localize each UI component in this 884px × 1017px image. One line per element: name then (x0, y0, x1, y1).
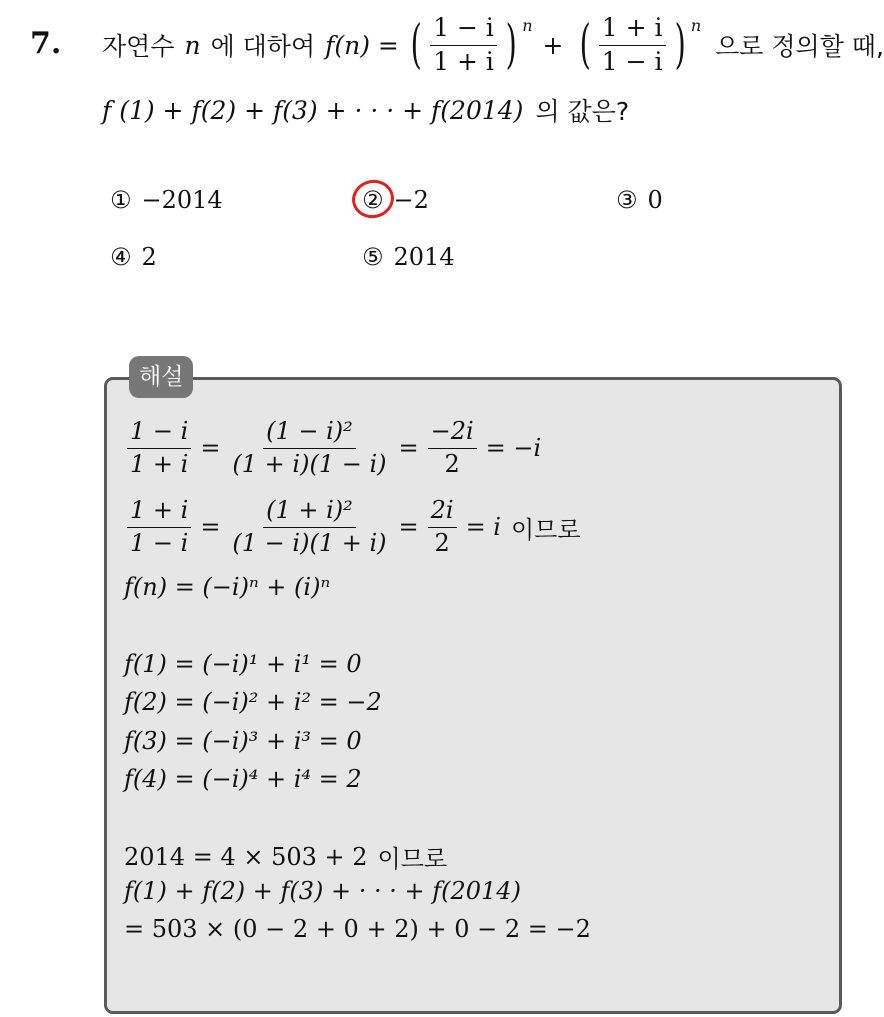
question-intro-2: 에 대하여 (210, 32, 316, 62)
question-ask: 의 값은? (535, 97, 630, 126)
choice-4-value: 2 (141, 243, 157, 271)
solution-final-line: = 503 × (0 − 2 + 0 + 2) + 0 − 2 = −2 (124, 915, 591, 943)
choice-3[interactable] (616, 186, 663, 214)
choice-1-value: −2014 (141, 186, 223, 214)
solution-value-1: f(1) = (−i)¹ + i¹ = 0 (124, 650, 362, 678)
choice-5-value: 2014 (393, 243, 455, 271)
eq1-frac-b-den: (1 + i)(1 − i) (232, 449, 387, 478)
right-paren: ) (505, 15, 517, 76)
solution-eq-1 (124, 418, 541, 478)
question-line-2 (102, 92, 629, 128)
equals-sign: = (398, 513, 419, 542)
decomp-math: 2014 = 4 × 503 + 2 (124, 842, 368, 871)
eq1-frac-a-den: 1 + i (130, 449, 189, 478)
fraction-1 (430, 14, 497, 77)
solution-decomp (124, 839, 447, 874)
solution-fn-line: f(n) = (−i)ⁿ + (i)ⁿ (124, 573, 331, 601)
eq2-frac-c-den: 2 (434, 528, 450, 557)
exponent-n: n (522, 16, 533, 35)
question-number: 7. (30, 26, 62, 61)
selected-answer-circle (349, 176, 398, 222)
solution-tag: 해설 (129, 356, 193, 398)
function-lhs: f(n) = (325, 30, 399, 60)
eq2-frac-a-num: 1 + i (127, 497, 191, 528)
solution-value-3: f(3) = (−i)³ + i³ = 0 (124, 727, 362, 755)
solution-value-2: f(2) = (−i)² + i² = −2 (124, 688, 382, 716)
eq2-frac-a (127, 497, 191, 557)
fraction-1-denominator: 1 + i (433, 46, 494, 76)
fraction-2-denominator: 1 − i (601, 46, 663, 76)
choice-3-value: 0 (647, 186, 663, 214)
right-paren-2: ) (674, 15, 686, 76)
eq1-frac-c-den: 2 (444, 449, 460, 478)
equals-sign: = (398, 434, 419, 463)
eq1-result: = −i (485, 434, 542, 463)
equals-sign: = (200, 434, 221, 463)
choice-1-marker: ① (110, 186, 132, 214)
eq2-suffix: 이므로 (510, 515, 581, 544)
plus-sign: + (542, 30, 564, 60)
variable-n: n (184, 30, 201, 60)
choice-5-marker: ⑤ (362, 243, 384, 271)
equals-sign: = (200, 513, 221, 542)
eq1-frac-c (428, 418, 477, 478)
eq2-frac-b-num: (1 + i)² (263, 497, 356, 528)
eq2-frac-c (428, 497, 457, 557)
eq2-result: = i (465, 513, 501, 542)
eq1-frac-b (229, 418, 389, 478)
eq1-frac-b-num: (1 − i)² (263, 418, 356, 449)
fraction-2 (599, 14, 666, 77)
solution-sum-line: f(1) + f(2) + f(3) + · · · + f(2014) (124, 877, 521, 905)
solution-value-4: f(4) = (−i)⁴ + i⁴ = 2 (124, 765, 362, 793)
choice-1[interactable] (110, 186, 223, 214)
question-intro: 자연수 (102, 32, 175, 62)
eq1-frac-a-num: 1 − i (127, 418, 191, 449)
left-paren-2: ( (579, 15, 591, 76)
decomp-suffix: 이므로 (377, 845, 448, 873)
choice-2-marker: ② (362, 186, 384, 214)
choice-4-marker: ④ (110, 243, 132, 271)
eq2-frac-b-den: (1 − i)(1 + i) (232, 528, 387, 557)
choice-5[interactable] (362, 243, 455, 271)
choice-4[interactable] (110, 243, 157, 271)
fraction-1-numerator: 1 − i (430, 14, 497, 46)
left-paren: ( (410, 15, 422, 76)
eq1-frac-a (127, 418, 191, 478)
choice-2-value: −2 (393, 186, 429, 214)
fraction-2-numerator: 1 + i (599, 14, 666, 46)
defined-text: 으로 정의할 때, (715, 32, 884, 62)
exponent-n-2: n (690, 16, 702, 35)
choice-3-marker: ③ (616, 186, 638, 214)
sum-expression: f (1) + f(2) + f(3) + · · · + f(2014) (102, 95, 524, 125)
eq2-frac-c-num: 2i (428, 497, 457, 528)
eq2-frac-a-den: 1 − i (130, 528, 189, 557)
eq1-frac-c-num: −2i (428, 418, 477, 449)
eq2-frac-b (229, 497, 389, 557)
solution-eq-2 (124, 497, 581, 557)
question-line-1 (102, 14, 884, 77)
